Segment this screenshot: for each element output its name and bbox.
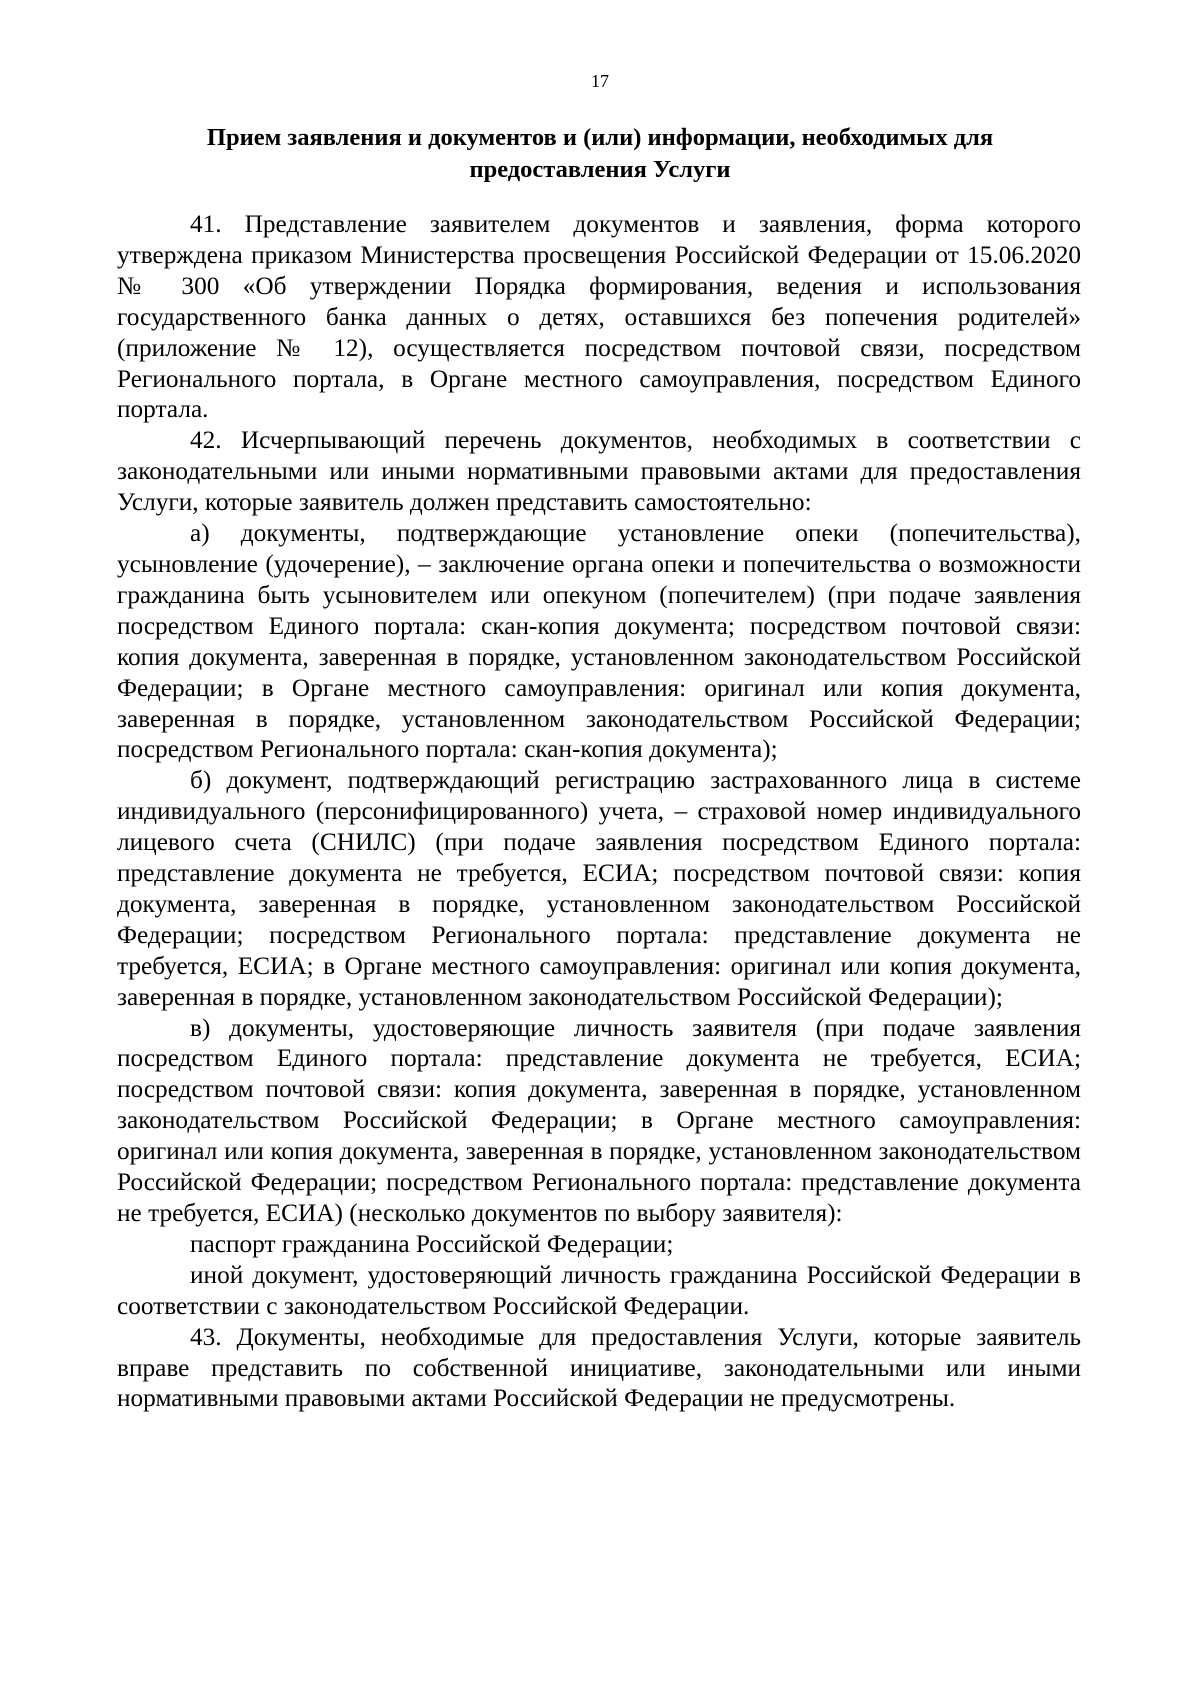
section-title: Прием заявления и документов и (или) информации, необходимых для предоставления Услуги [206,124,994,183]
body-text [117,209,1081,1414]
paragraph-41: 41. Представление заявителем документов и заявления, форма которого утверждена приказом Министерства просвещения Российской Федерации от 15.06.2020 № 300 «Об утверждении Порядка формирования, ведения и использования государственного банка данных о детях, оставшихся без попечения родителей» (приложение № 12), осуществляется посредством почтовой связи, посредством Регионального портала, в Органе местного самоуправления, посредством Единого портала. [117,210,1081,424]
paragraph-43: 43. Документы, необходимые для предоставления Услуги, которые заявитель вправе представить по собственной инициативе, законодательными или иными нормативными правовыми актами Российской Федерации не предусмотрены. [117,1322,1081,1413]
paragraph-42-b: б) документ, подтверждающий регистрацию застрахованного лица в системе индивидуального (персонифицированного) учета, – страховой номер индивидуального лицевого счета (СНИЛС) (при подаче заявления посредством Единого портала: представление документа не требуется, ЕСИА; посредством почтовой связи: копия документа, заверенная в порядке, установленном законодательством Российской Федерации; посредством Регионального портала: представление документа не требуется, ЕСИА; в Органе местного самоуправления: оригинал или копия документа, заверенная в порядке, установленном законодательством Российской Федерации); [117,766,1081,1011]
list-item-other-id: иной документ, удостоверяющий личность гражданина Российской Федерации в соответствии с законодательством Российской Федерации. [117,1260,1081,1320]
paragraph-42: 42. Исчерпывающий перечень документов, необходимых в соответствии с законодательными или иными нормативными правовыми актами для предоставления Услуги, которые заявитель должен представить самостоятельно: [117,426,1081,517]
paragraph-42-a: а) документы, подтверждающие установление опеки (попечительства), усыновление (удочерение), – заключение органа опеки и попечительства о возможности гражданина быть усыновителем или опекуном (попечителем) (при подаче заявления посредством Единого портала: скан-копия документа; посредством почтовой связи: копия документа, заверенная в порядке, установленном законодательством Российской Федерации; в Органе местного самоуправления: оригинал или копия документа, заверенная в порядке, установленном законодательством Российской Федерации; посредством Регионального портала: скан-копия документа); [117,519,1081,764]
list-item-passport: паспорт гражданина Российской Федерации; [190,1229,674,1258]
page-number: 17 [591,71,609,91]
paragraph-42-v: в) документы, удостоверяющие личность заявителя (при подаче заявления посредством Единого портала: представление документа не требуется, ЕСИА; посредством почтовой связи: копия документа, заверенная в порядке, установленном законодательством Российской Федерации; в Органе местного самоуправления: оригинал или копия документа, заверенная в порядке, установленном законодательством Российской Федерации; посредством Регионального портала: представление документа не требуется, ЕСИА) (несколько документов по выбору заявителя): [117,1013,1081,1227]
